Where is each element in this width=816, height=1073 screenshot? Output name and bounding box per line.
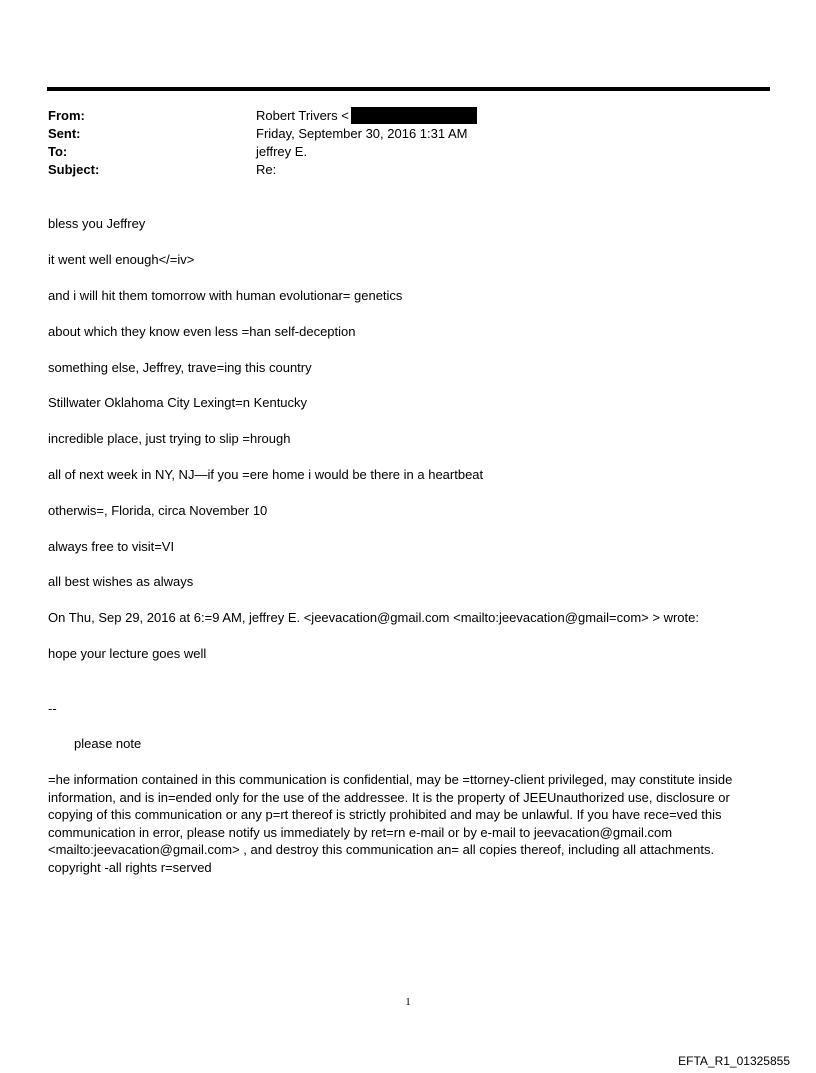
- from-sender: Robert Trivers <: [256, 108, 349, 123]
- from-label: From:: [48, 108, 85, 123]
- subject-value: Re:: [256, 162, 277, 177]
- sent-value: Friday, September 30, 2016 1:31 AM: [256, 126, 468, 141]
- body-line: it went well enough</=iv>: [48, 252, 195, 267]
- body-line: otherwis=, Florida, circa November 10: [48, 503, 268, 518]
- body-line: something else, Jeffrey, trave=ing this country: [48, 360, 312, 375]
- signature-separator: --: [48, 701, 57, 716]
- document-id: EFTA_R1_01325855: [678, 1054, 790, 1068]
- to-value: jeffrey E.: [256, 144, 308, 159]
- from-value: [256, 107, 477, 125]
- please-note: please note: [74, 736, 142, 751]
- page-number: 1: [405, 996, 411, 1008]
- body-line: incredible place, just trying to slip =hrough: [48, 431, 291, 446]
- redaction-bar: [351, 107, 477, 124]
- body-line: bless you Jeffrey: [48, 216, 146, 231]
- body-line: all best wishes as always: [48, 574, 194, 589]
- to-label: To:: [48, 144, 68, 159]
- disclaimer-paragraph: =he information contained in this communication is confidential, may be =ttorney-client privileged, may constitute inside information, and is in=ended only for the use of the addressee. It is the property of JEEUnauthorized use, disclosure or copying of this communication or any p=rt thereof is strictly prohibited and may be unlawful. If you have rece=ved this communication in error, please notify us immediately by ret=rn e-mail or by e-mail to jeevacation@gmail.com <mailto:jeevacation@gmail.com> , and destroy this communication an= all copies thereof, including all attachments. copyright -all rights r=served: [48, 772, 733, 875]
- sent-label: Sent:: [48, 126, 81, 141]
- body-line: hope your lecture goes well: [48, 646, 207, 661]
- body-line: and i will hit them tomorrow with human evolutionar= genetics: [48, 288, 403, 303]
- body-line: always free to visit=VI: [48, 539, 175, 554]
- body-line: all of next week in NY, NJ—if you =ere home i would be there in a heartbeat: [48, 467, 484, 482]
- body-line: Stillwater Oklahoma City Lexingt=n Kentucky: [48, 395, 308, 410]
- header-rule: [47, 87, 770, 91]
- quoted-header: On Thu, Sep 29, 2016 at 6:=9 AM, jeffrey E. <jeevacation@gmail.com <mailto:jeevacation@gmail=com> > wrote:: [48, 610, 699, 625]
- body-line: about which they know even less =han self-deception: [48, 324, 356, 339]
- subject-label: Subject:: [48, 162, 100, 177]
